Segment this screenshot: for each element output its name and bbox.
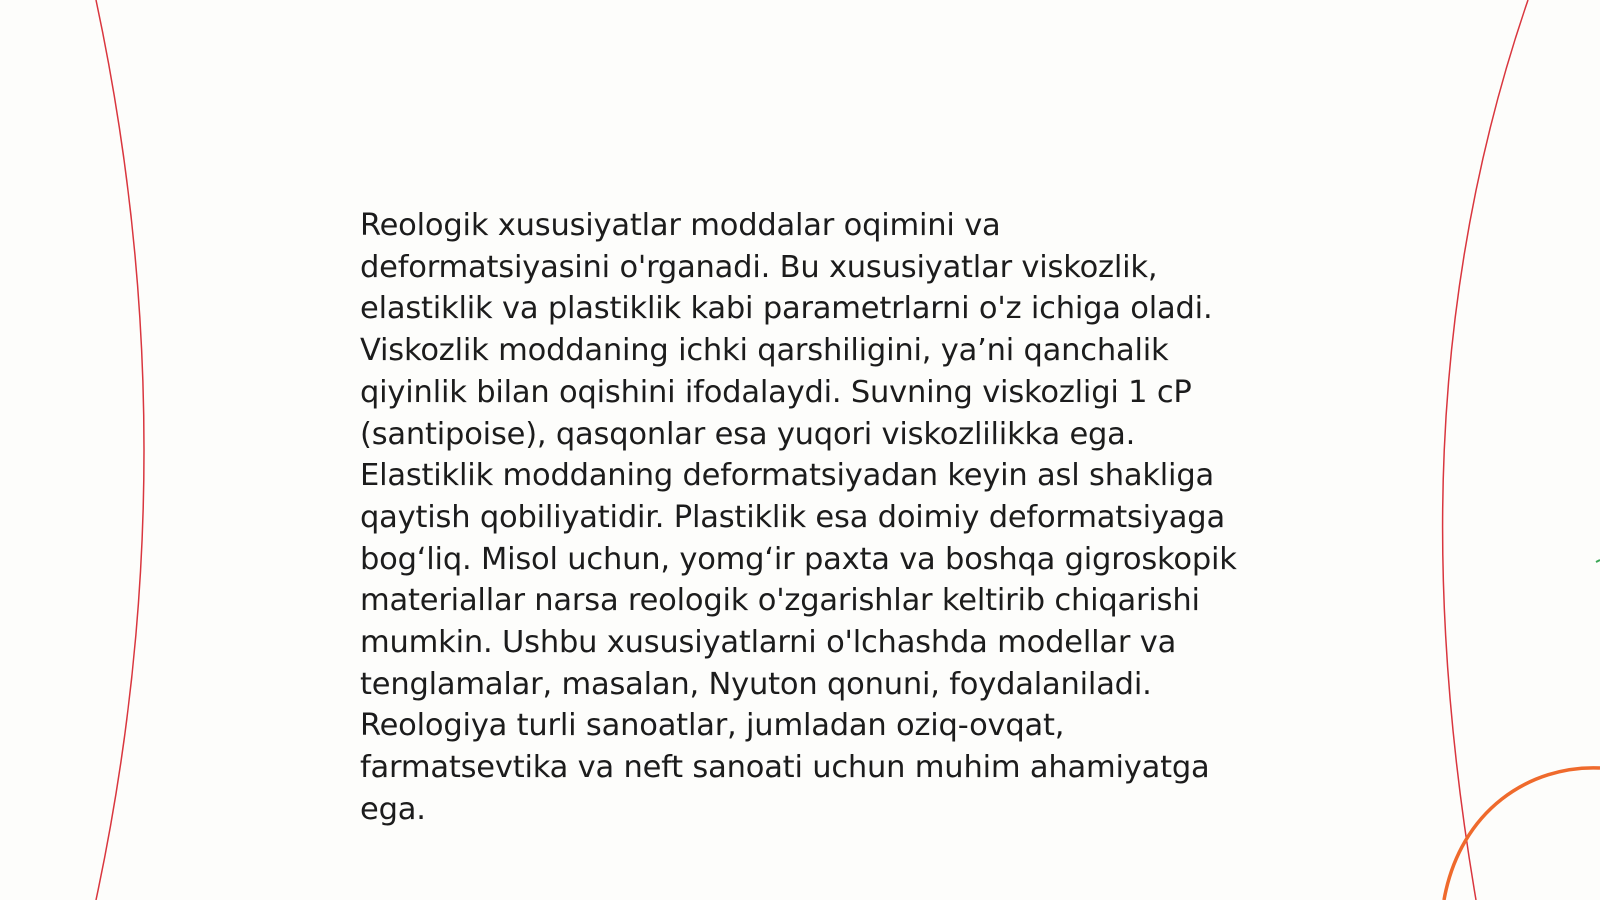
green-accent-mark bbox=[1596, 560, 1600, 562]
right-curve-line bbox=[1443, 0, 1528, 900]
left-curve-line bbox=[96, 0, 144, 900]
slide-body-text: Reologik xususiyatlar moddalar oqimini va deformatsiyasini o'rganadi. Bu xususiyatlar viskozlik, elastiklik va plastiklik kabi parametrlarni o'z ichiga oladi. Viskozlik moddaning ichki qarshiligini, ya’ni qanchalik qiyinlik bilan oqishini ifodalaydi. Suvning viskozligi 1 cP (santipoise), qasqonlar esa yuqori viskozlilikka ega. Elastiklik moddaning deformatsiyadan keyin asl shakliga qaytish qobiliyatidir. Plastiklik esa doimiy deformatsiyaga bog‘liq. Misol uchun, yomg‘ir paxta va boshqa gigroskopik materiallar narsa reologik o'zgarishlar keltirib chiqarishi mumkin. Ushbu xususiyatlarni o'lchashda modellar va tenglamalar, masalan, Nyuton qonuni, foydalaniladi. Reologiya turli sanoatlar, jumladan oziq-ovqat, farmatsevtika va neft sanoati uchun muhim ahamiyatga ega. bbox=[360, 208, 1237, 827]
orange-arc bbox=[1444, 768, 1600, 900]
